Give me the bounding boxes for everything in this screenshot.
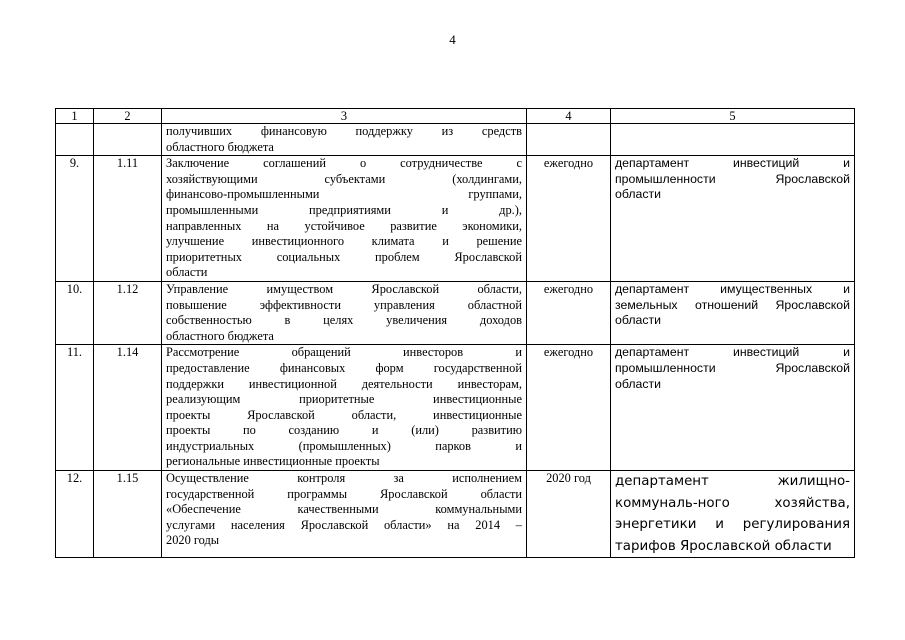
executor-line: энергетики и регулирования <box>615 517 850 533</box>
responsible-executor <box>611 156 855 282</box>
description-line: хозяйствующими субъектами (холдингами, <box>166 171 522 186</box>
description-line: приоритетных социальных проблем Ярославской <box>166 249 522 264</box>
measure-code: 1.12 <box>94 281 162 344</box>
description-line: «Обеспечение качественными коммунальными <box>166 502 522 517</box>
measure-description <box>162 124 527 156</box>
description-line: областного бюджета <box>166 328 274 343</box>
description-line: Управление имуществом Ярославской области, <box>166 281 522 296</box>
header-col-5: 5 <box>611 109 855 124</box>
executor-line: департамент жилищно- <box>615 474 850 490</box>
executor-line: области <box>615 376 661 391</box>
description-line: проекты Ярославской области, инвестиционные <box>166 407 522 422</box>
description-line: проекты по созданию и (или) развитию <box>166 423 522 438</box>
execution-term <box>527 124 611 156</box>
table-row <box>56 124 855 156</box>
table-row <box>56 156 855 282</box>
responsible-executor <box>611 281 855 344</box>
description-line: промышленными предприятиями и др.), <box>166 202 522 217</box>
responsible-executor <box>611 124 855 156</box>
program-measures-table <box>55 108 855 558</box>
table-header-row <box>56 109 855 124</box>
measure-code: 1.11 <box>94 156 162 282</box>
executor-line: коммуналь-ного хозяйства, <box>615 495 850 511</box>
row-number <box>56 124 94 156</box>
description-line: Рассмотрение обращений инвесторов и <box>166 345 522 360</box>
measure-code: 1.15 <box>94 471 162 558</box>
executor-line: промышленности Ярославской <box>615 360 850 375</box>
executor-line: области <box>615 313 661 328</box>
header-col-4: 4 <box>527 109 611 124</box>
measure-description <box>162 156 527 282</box>
responsible-executor <box>611 471 855 558</box>
execution-term: ежегодно <box>527 281 611 344</box>
description-line: собственностью в целях увеличения доходов <box>166 313 522 328</box>
row-number: 10. <box>56 281 94 344</box>
description-line: поддержки инвестиционной деятельности инвесторам, <box>166 376 522 391</box>
description-line: области <box>166 265 208 280</box>
description-line: 2020 годы <box>166 533 220 548</box>
description-line: финансово-промышленными группами, <box>166 187 522 202</box>
row-number: 11. <box>56 345 94 471</box>
responsible-executor <box>611 345 855 471</box>
description-line: индустриальных (промышленных) парков и <box>166 438 522 453</box>
execution-term: ежегодно <box>527 345 611 471</box>
description-line: Заключение соглашений о сотрудничестве с <box>166 156 522 171</box>
description-line: региональные инвестиционные проекты <box>166 454 380 469</box>
executor-line: тарифов Ярославской области <box>615 538 832 554</box>
description-line: государственной программы Ярославской области <box>166 486 522 501</box>
executor-line: земельных отношений Ярославской <box>615 297 850 312</box>
executor-line: области <box>615 187 661 202</box>
table-row <box>56 281 855 344</box>
description-line: направленных на устойчивое развитие экономики, <box>166 218 522 233</box>
header-col-1: 1 <box>56 109 94 124</box>
description-line: областного бюджета <box>166 139 274 154</box>
measure-description <box>162 471 527 558</box>
executor-line: департамент инвестиций и <box>615 345 850 360</box>
header-col-2: 2 <box>94 109 162 124</box>
measure-code <box>94 124 162 156</box>
measure-code: 1.14 <box>94 345 162 471</box>
table-row <box>56 345 855 471</box>
page-number: 4 <box>449 32 456 47</box>
execution-term: ежегодно <box>527 156 611 282</box>
description-line: повышение эффективности управления областной <box>166 297 522 312</box>
executor-line: департамент имущественных и <box>615 281 850 296</box>
description-line: улучшение инвестиционного климата и решение <box>166 234 522 249</box>
executor-line: промышленности Ярославской <box>615 171 850 186</box>
header-col-3: 3 <box>162 109 527 124</box>
execution-term: 2020 год <box>527 471 611 558</box>
measure-description <box>162 345 527 471</box>
description-line: получивших финансовую поддержку из средств <box>166 124 522 138</box>
row-number: 9. <box>56 156 94 282</box>
description-line: реализующим приоритетные инвестиционные <box>166 392 522 407</box>
table-row <box>56 471 855 558</box>
description-line: услугами населения Ярославской области» на 2014 – <box>166 517 522 532</box>
measure-description <box>162 281 527 344</box>
description-line: Осуществление контроля за исполнением <box>166 471 522 486</box>
row-number: 12. <box>56 471 94 558</box>
executor-line: департамент инвестиций и <box>615 156 850 171</box>
description-line: предоставление финансовых форм государственной <box>166 360 522 375</box>
